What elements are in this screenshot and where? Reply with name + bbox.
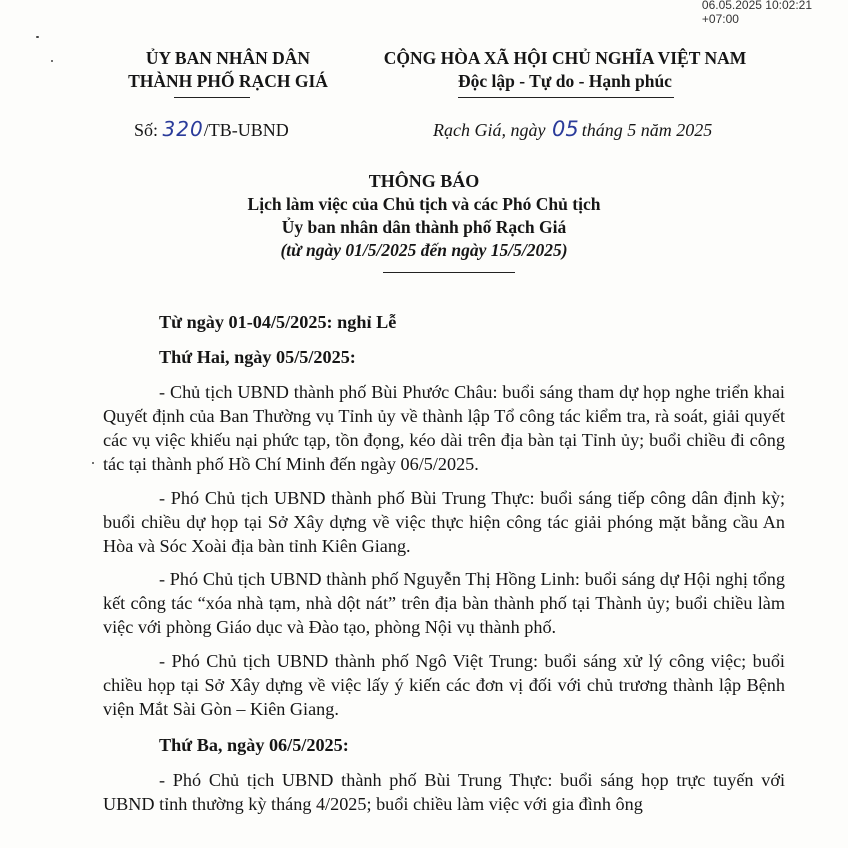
agency-line-2: THÀNH PHỐ RẠCH GIÁ: [128, 71, 328, 91]
place-date-suffix: tháng 5 năm 2025: [581, 120, 713, 140]
agency-underline: [174, 97, 250, 98]
schedule-item: - Phó Chủ tịch UBND thành phố Nguyễn Thị Hồng Linh: buổi sáng dự Hội nghị tổng kết công tác “xóa nhà tạm, nhà dột nát” trên địa bàn thành phố tại Thành ủy; buổi chiều làm việc với phòng Giáo dục và Đào tạo, phòng Nội vụ thành phố.: [103, 569, 785, 637]
signature-date: 06.05.2025 10:02:21: [701, 0, 812, 12]
title-line-2: Ủy ban nhân dân thành phố Rạch Giá: [281, 217, 567, 237]
title-line-1: Lịch làm việc của Chủ tịch và các Phó Chủ tịch: [247, 194, 601, 214]
day-heading-monday: Thứ Hai, ngày 05/5/2025:: [159, 347, 356, 367]
doc-number-prefix: Số:: [134, 120, 163, 140]
issuing-agency: [108, 47, 348, 93]
doc-number-suffix: /TB-UBND: [203, 120, 289, 140]
title-date-range: (từ ngày 01/5/2025 đến ngày 15/5/2025): [280, 240, 568, 260]
scan-speck: [36, 36, 39, 38]
handwritten-doc-number: 320: [162, 117, 204, 141]
day-heading-tuesday: Thứ Ba, ngày 06/5/2025:: [159, 734, 349, 755]
place-date-prefix: Rạch Giá, ngày: [433, 120, 550, 140]
place-and-date: [433, 117, 712, 141]
holiday-heading: Từ ngày 01-04/5/2025: nghỉ Lễ: [159, 312, 397, 332]
national-title: [360, 47, 770, 93]
scan-speck: [92, 462, 94, 464]
digital-signature-stamp: [702, 0, 812, 26]
nation-name: CỘNG HÒA XÃ HỘI CHỦ NGHĨA VIỆT NAM: [383, 48, 747, 68]
motto-underline: [458, 97, 674, 98]
document-body: [103, 310, 785, 825]
agency-line-1: ỦY BAN NHÂN DÂN: [145, 48, 311, 68]
schedule-item: - Phó Chủ tịch UBND thành phố Ngô Việt Trung: buổi sáng xử lý công việc; buổi chiều họp tại Sở Xây dựng về việc lấy ý kiến các đơn vị đối với chủ trương thành lập Bệnh viện Mắt Sài Gòn – Kiên Giang.: [103, 650, 785, 719]
signature-timezone: +07:00: [701, 12, 739, 26]
schedule-item: - Phó Chủ tịch UBND thành phố Bùi Trung Thực: buổi sáng tiếp công dân định kỳ; buổi chiều dự họp tại Sở Xây dựng về việc thực hiện công tác giải phóng mặt bằng cầu An Hòa và Sóc Xoài địa bàn tỉnh Kiên Giang.: [103, 487, 785, 556]
schedule-item: - Phó Chủ tịch UBND thành phố Bùi Trung Thực: buổi sáng họp trực tuyến với UBND tỉnh thường kỳ tháng 4/2025; buổi chiều làm việc với gia đình ông: [103, 769, 785, 814]
document-type: THÔNG BÁO: [368, 171, 480, 191]
handwritten-day: 05: [551, 117, 579, 141]
title-underline: [383, 272, 515, 273]
document-number: [134, 117, 289, 141]
document-title: [160, 170, 688, 262]
schedule-item: - Chủ tịch UBND thành phố Bùi Phước Châu: buổi sáng tham dự họp nghe triển khai Quyết định của Ban Thường vụ Tỉnh ủy về thành lập Tổ công tác kiểm tra, rà soát, giải quyết các vụ việc khiếu nại phức tạp, tồn đọng, kéo dài trên địa bàn tại Tỉnh ủy; buổi chiều đi công tác tại thành phố Hồ Chí Minh đến ngày 06/5/2025.: [103, 382, 785, 474]
scan-speck: [51, 60, 53, 62]
national-motto: Độc lập - Tự do - Hạnh phúc: [458, 71, 672, 91]
